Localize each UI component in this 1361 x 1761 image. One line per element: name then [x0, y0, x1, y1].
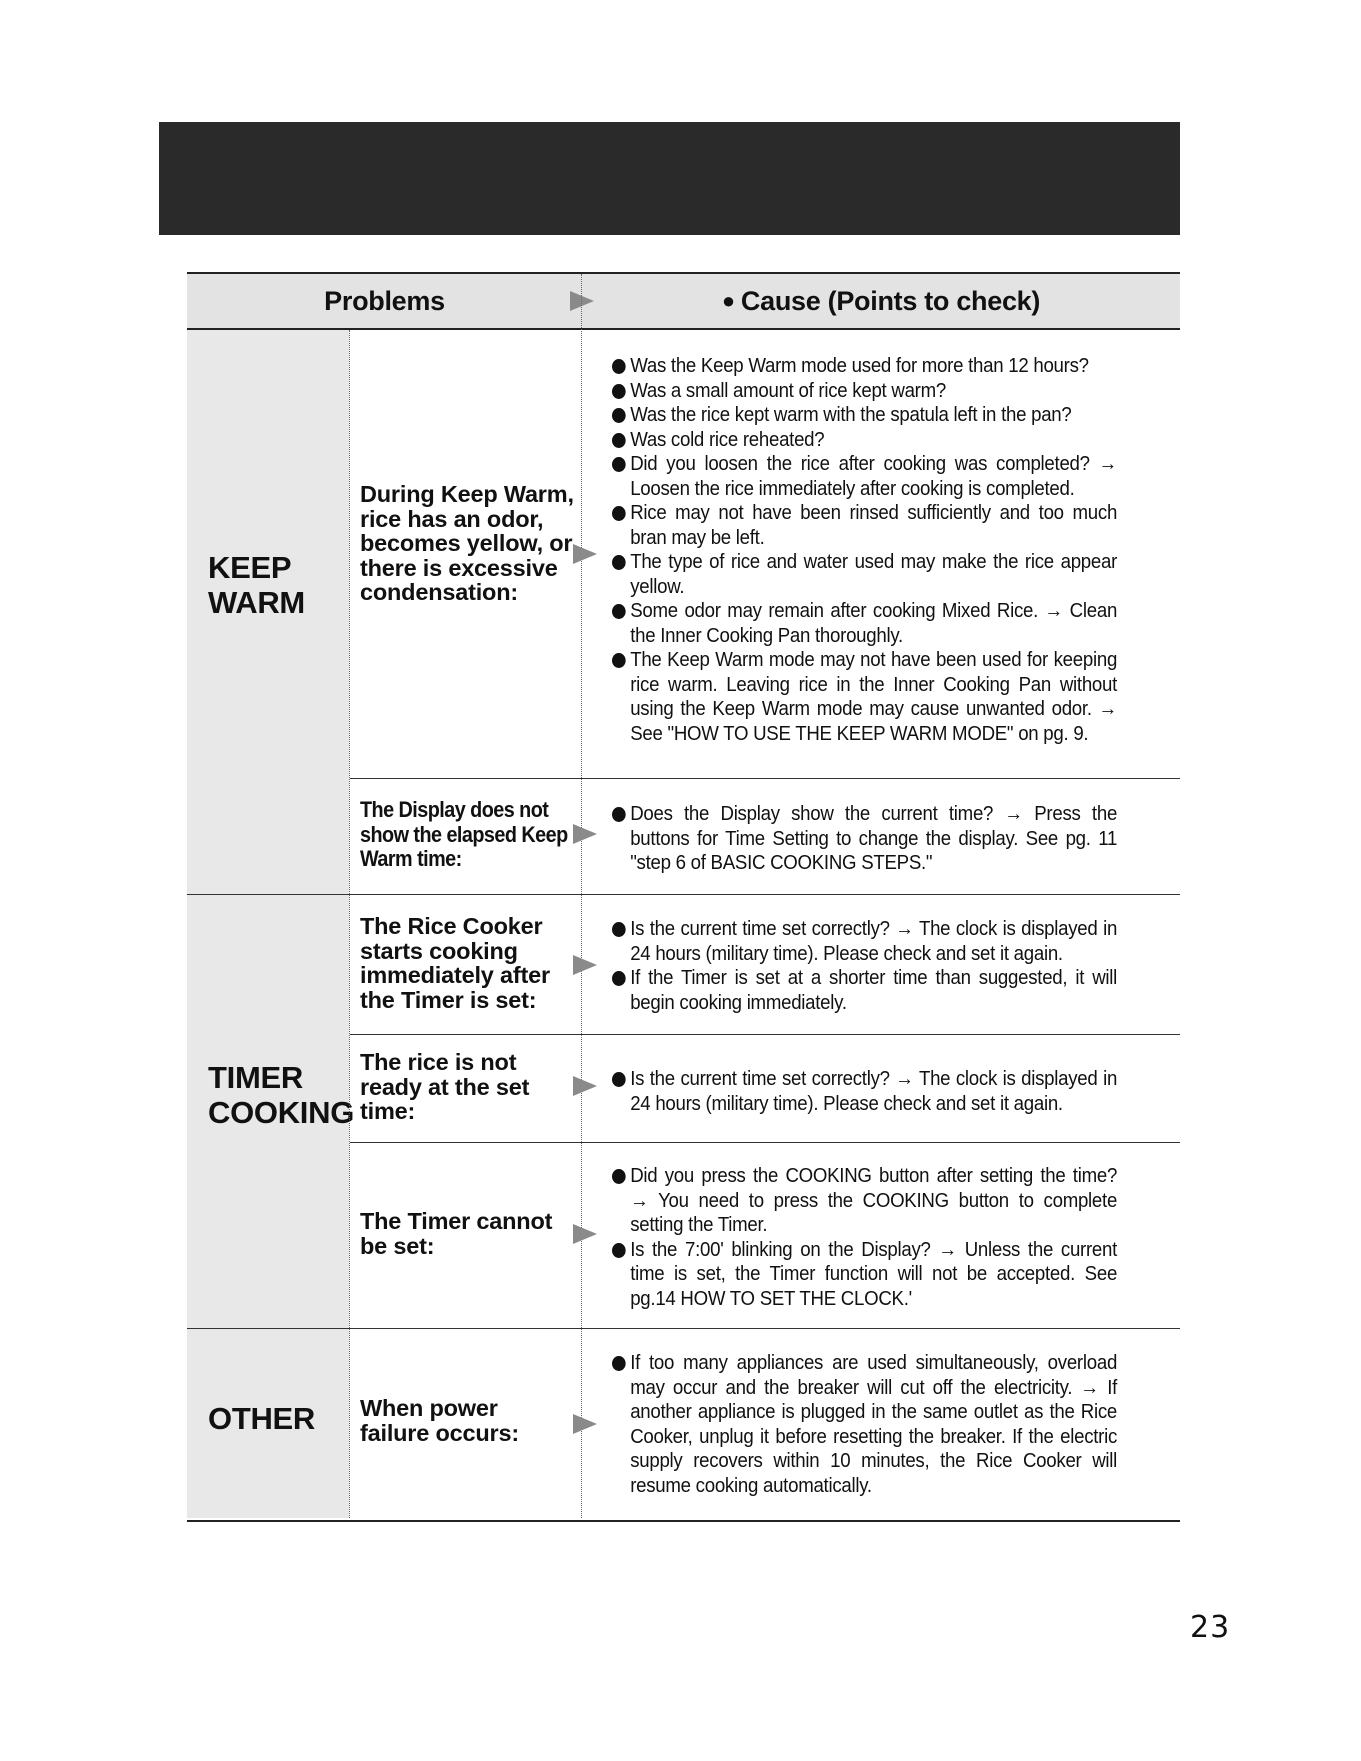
list-item: Was the Keep Warm mode used for more than 12 hours?: [612, 354, 1117, 379]
row-arrow-icon: [573, 544, 597, 564]
row-divider: [350, 778, 1180, 779]
category-label-keep-warm: KEEP WARM: [208, 550, 305, 620]
list-item: If the Timer is set at a shorter time than suggested, it will begin cooking immediately.: [612, 966, 1117, 1015]
problem-display-elapsed: The Display does not show the elapsed Keep Warm time:: [360, 797, 568, 871]
row-divider: [350, 1142, 1180, 1143]
problem-power-failure: When power failure occurs:: [360, 1395, 519, 1446]
list-item: If too many appliances are used simultaneously, overload may occur and the breaker will cut off the electricity. → If another appliance is plugged in the same outlet as the Rice Cooker, unplug it before resetting the breaker. If the electric supply recovers within 10 minutes, the Rice Cooker will resume cooking automatically.: [612, 1351, 1117, 1498]
cause-list-power-failure: [612, 1351, 1117, 1498]
column-divider-category: [349, 330, 350, 1518]
category-cell-keep-warm: [187, 330, 349, 894]
column-divider-problem: [581, 274, 582, 1518]
problem-not-ready: The rice is not ready at the set time:: [360, 1049, 530, 1124]
row-arrow-icon: [573, 824, 597, 844]
row-arrow-icon: [573, 1224, 597, 1244]
page-number: 23: [1190, 1610, 1231, 1645]
header-problems: Problems: [324, 285, 445, 316]
list-item: Some odor may remain after cooking Mixed Rice. → Clean the Inner Cooking Pan thoroughly.: [612, 599, 1117, 648]
problem-timer-cannot-set: The Timer cannot be set:: [360, 1208, 553, 1259]
row-divider: [187, 1328, 1180, 1329]
list-item: Does the Display show the current time? → Press the buttons for Time Setting to change the display. See pg. 11 "step 6 of BASIC COOKING STEPS.": [612, 802, 1117, 876]
list-item: The Keep Warm mode may not have been used for keeping rice warm. Leaving rice in the Inner Cooking Pan without using the Keep Warm mode may cause unwanted odor. → See "HOW TO USE THE KEEP WARM MODE" on pg. 9.: [612, 648, 1117, 746]
bullet-icon: ●: [721, 288, 735, 313]
category-label-timer-cooking: TIMER COOKING: [208, 1060, 355, 1130]
list-item: The type of rice and water used may make the rice appear yellow.: [612, 550, 1117, 599]
header-cause-label: Cause (Points to check): [740, 285, 1041, 316]
header-cause: [582, 274, 1180, 328]
row-arrow-icon: [573, 955, 597, 975]
header-band: [159, 122, 1180, 235]
list-item: Is the 7:00' blinking on the Display? → Unless the current time is set, the Timer function will not be accepted. See pg.14 HOW TO SET THE CLOCK.': [612, 1238, 1117, 1312]
problem-odor-yellow: During Keep Warm, rice has an odor, becomes yellow, or there is excessive condensation:: [360, 481, 574, 605]
problem-starts-immediately: The Rice Cooker starts cooking immediately after the Timer is set:: [360, 913, 550, 1013]
list-item: Was a small amount of rice kept warm?: [612, 379, 1117, 404]
row-divider: [350, 1034, 1180, 1035]
cause-list-timer-cannot-set: [612, 1164, 1117, 1311]
cause-list-starts-immediately: [612, 917, 1117, 1015]
list-item: Was cold rice reheated?: [612, 428, 1117, 453]
cause-list-not-ready: [612, 1067, 1117, 1116]
list-item: Was the rice kept warm with the spatula left in the pan?: [612, 403, 1117, 428]
row-arrow-icon: [573, 1076, 597, 1096]
category-cell-other: [187, 1329, 349, 1518]
cause-list-display-elapsed: [612, 802, 1117, 876]
row-arrow-icon: [573, 1414, 597, 1434]
row-divider: [187, 894, 1180, 895]
list-item: Is the current time set correctly? → The clock is displayed in 24 hours (military time). Please check and set it again.: [612, 917, 1117, 966]
list-item: Did you press the COOKING button after setting the time? → You need to press the COOKING button to complete setting the Timer.: [612, 1164, 1117, 1238]
troubleshooting-table: [187, 272, 1180, 1522]
list-item: Rice may not have been rinsed sufficiently and too much bran may be left.: [612, 501, 1117, 550]
list-item: Did you loosen the rice after cooking was completed? → Loosen the rice immediately after cooking is completed.: [612, 452, 1117, 501]
list-item: Is the current time set correctly? → The clock is displayed in 24 hours (military time). Please check and set it again.: [612, 1067, 1117, 1116]
category-cell-timer-cooking: [187, 895, 355, 1328]
cause-list-odor-yellow: [612, 354, 1117, 746]
table-header-row: [187, 274, 1180, 330]
category-label-other: OTHER: [208, 1401, 316, 1436]
